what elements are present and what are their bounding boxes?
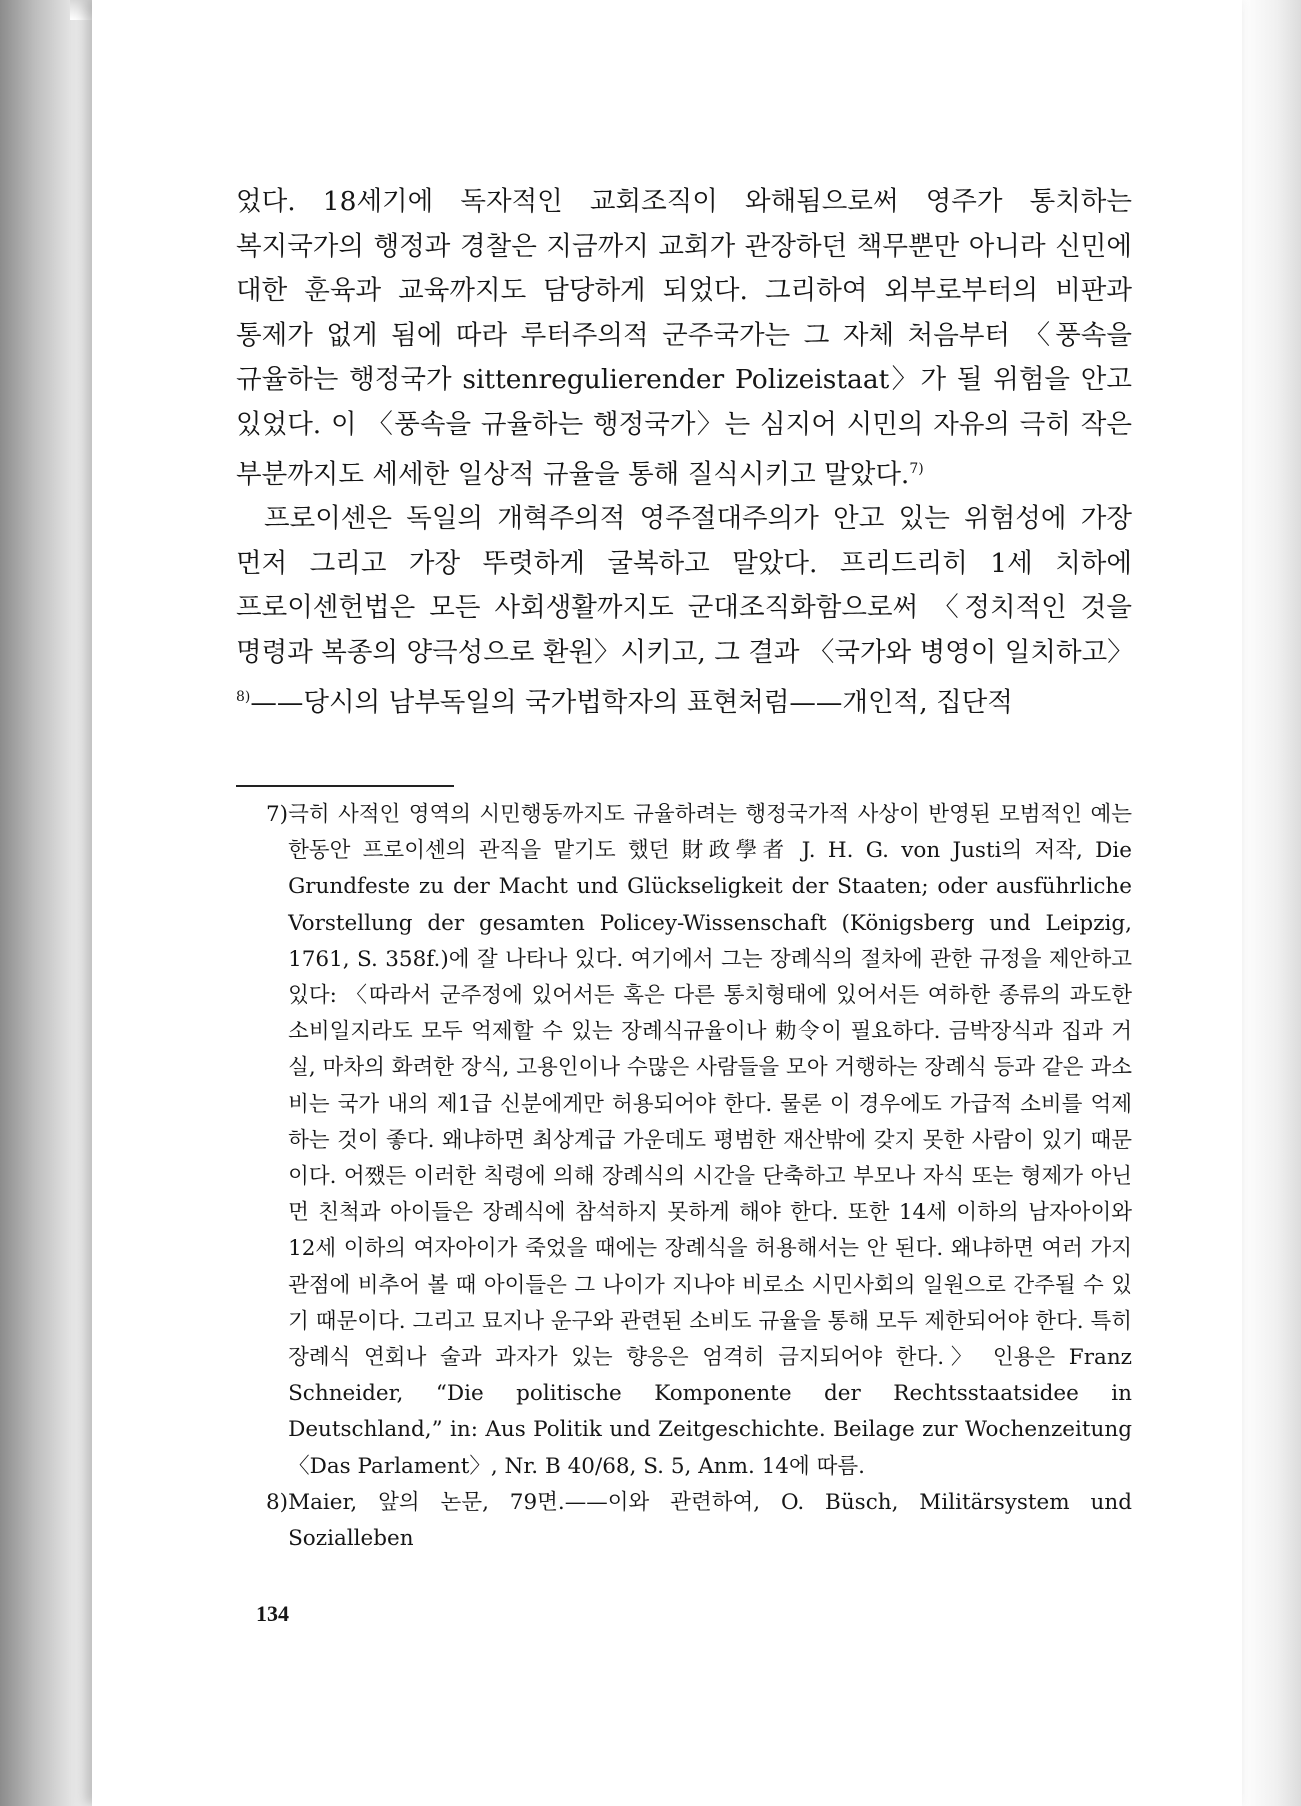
body-paragraph-1: 었다. 18세기에 독자적인 교회조직이 와해됨으로써 영주가 통치하는 복지국가의 행정과 경찰은 지금까지 교회가 관장하던 책무뿐만 아니라 신민에 대한 훈육과 교육까지도 담당하게 되었다. 그리하여 외부로부터의 비판과 통제가 없게 됨에 따라 루터주의적 군주국가는 그 자체 처음부터 〈풍속을 규율하는 행정국가 sittenregulierender Polizeistaat〉가 될 위험을 안고 있었다. 이 〈풍속을 규율하는 행정국가〉는 심지어 시민의 자유의 극히 작은 부분까지도 세세한 일상적 규율을 통해 질식시키고 말았다.$^{7)}$ xyxy=(236,186,1132,490)
footnote-ref-8: 8) xyxy=(236,689,251,706)
footnote-7 xyxy=(236,797,1132,1485)
footnotes xyxy=(236,797,1132,1557)
book-edge xyxy=(0,0,100,1806)
footnote-ref-7: 7) xyxy=(909,461,924,477)
footnote-text: Maier, 앞의 논문, 79면.——이와 관련하여, O. Büsch, Militärsystem und Sozialleben xyxy=(288,1489,1132,1552)
body-paragraph-2: 프로이센은 독일의 개혁주의적 영주절대주의가 안고 있는 위험성에 가장 먼저 그리고 가장 뚜렷하게 굴복하고 말았다. 프리드리히 1세 치하에 프로이센헌법은 모든 사회생활까지도 군대조직화함으로써 〈정치적인 것을 명령과 복종의 양극성으로 환원〉시키고, 그 결과 〈국가와 병영이 일치하고〉$^{8)}$——당시의 남부독일의 국가법학자의 표현처럼——개인적, 집단적 xyxy=(236,503,1134,719)
body-text xyxy=(236,180,1132,726)
footnote-8 xyxy=(236,1485,1132,1557)
footnote-number: 7) xyxy=(266,802,289,827)
right-page-shade xyxy=(1241,0,1301,1806)
footnote-rule xyxy=(236,785,454,787)
footnote-text: 극히 사적인 영역의 시민행동까지도 규율하려는 행정국가적 사상이 반영된 모범적인 예는 한동안 프로이센의 관직을 맡기도 했던 財政學者 J. H. G. von Justi의 저작, Die Grundfeste zu der Macht und Glückseligkeit der Staaten; oder ausführliche Vorstellung der gesamten Policey-Wissenschaft (Königsberg und Leipzig, 1761, S. 358f.)에 잘 나타나 있다. 여기에서 그는 장례식의 절차에 관한 규정을 제안하고 있다: 〈따라서 군주정에 있어서든 혹은 다른 통치형태에 있어서든 여하한 종류의 과도한 소비일지라도 모두 억제할 수 있는 장례식규율이나 勅令이 필요하다. 금박장식과 집과 거실, 마차의 화려한 장식, 고용인이나 수많은 사람들을 모아 거행하는 장례식 등과 같은 과소비는 국가 내의 제1급 신분에게만 허용되어야 한다. 물론 이 경우에도 가급적 소비를 억제하는 것이 좋다. 왜냐하면 최상계급 가운데도 평범한 재산밖에 갖지 못한 사람이 있기 때문이다. 어쨌든 이러한 칙령에 의해 장례식의 시간을 단축하고 부모나 자식 또는 형제가 아닌 먼 친척과 아이들은 장례식에 참석하지 못하게 해야 한다. 또한 14세 이하의 남자아이와 12세 이하의 여자아이가 죽었을 때에는 장례식을 허용해서는 안 된다. 왜냐하면 여러 가지 관점에 비추어 볼 때 아이들은 그 나이가 지나야 비로소 시민사회의 일원으로 간주될 수 있기 때문이다. 그리고 묘지나 운구와 관련된 소비도 규율을 통해 모두 제한되어야 한다. 특히 장례식 연회나 술과 과자가 있는 향응은 엄격히 금지되어야 한다.〉 인용은 Franz Schneider, “Die politische Komponente der Rechtsstaatsidee in Deutschland,” in: Aus Politik und Zeitgeschichte. Beilage zur Wochenzeitung 〈Das Parlament〉, Nr. B 40/68, S. 5, Anm. 14에 따름. xyxy=(288,802,1132,1479)
footnote-number: 8) xyxy=(266,1489,289,1515)
page-number: 134 xyxy=(256,1601,289,1626)
